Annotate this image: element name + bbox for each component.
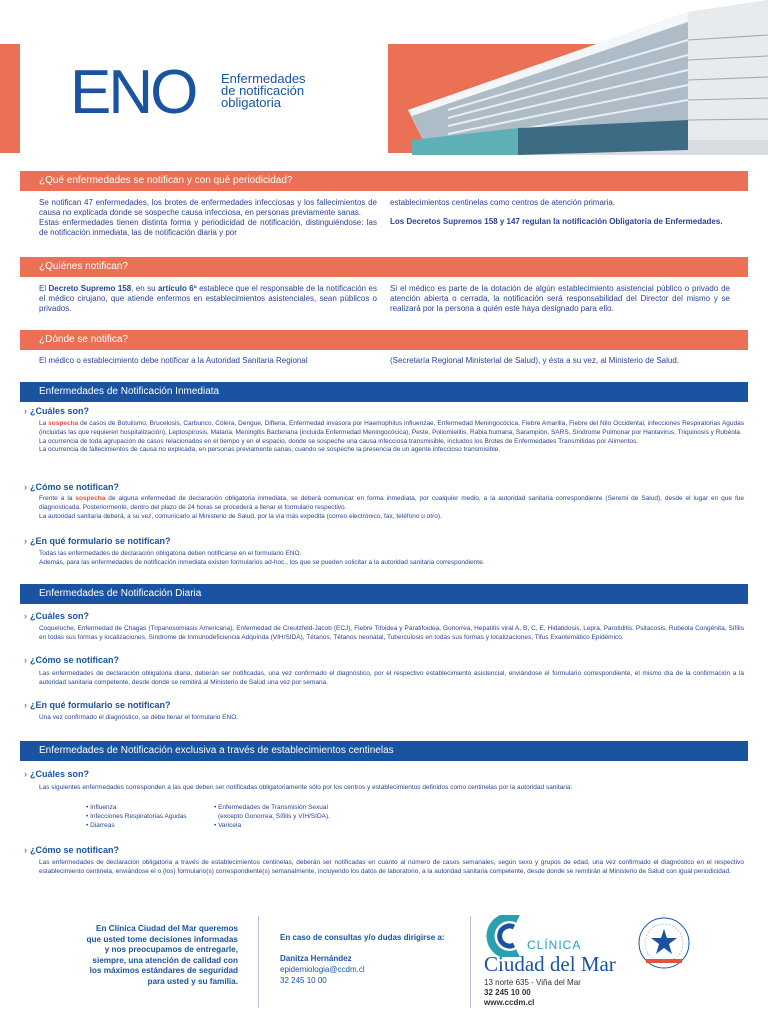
- building-image: [388, 0, 768, 155]
- inm-a2-p2: La autoridad sanitaria deberá, a su vez, comunicarlo al Ministerio de Salud, por la vía más expedita (correo electrónico, fax, teléfono u otro).: [39, 512, 442, 520]
- section-title-centinelas: Enfermedades de Notificación exclusiva a través de establecimientos centinelas: [20, 741, 748, 761]
- inm-a3: [39, 550, 744, 568]
- subtitle-line: Enfermedades: [221, 71, 306, 86]
- section-title-diaria: Enfermedades de Notificación Diaria: [20, 584, 748, 604]
- slogan-line: En Clínica Ciudad del Mar queremos: [96, 924, 238, 933]
- list-item: • Influenza: [86, 804, 117, 811]
- cen-list-left: [86, 804, 216, 830]
- contact-title: En caso de consultas y/o dudas dirigirse a:: [280, 933, 445, 942]
- a-red: sospecha: [48, 420, 79, 427]
- left-orange-strip: [0, 44, 20, 153]
- clinic-phone: 32 245 10 00: [484, 988, 531, 997]
- s2-left-text: [39, 284, 377, 314]
- inm-a2-p1: [39, 495, 744, 513]
- contact-name: Danitza Hernández: [280, 954, 352, 963]
- slogan-line: para usted y su familia.: [147, 976, 238, 986]
- clinic-name: Ciudad del Mar: [484, 952, 616, 976]
- cen-a1: Las siguientes enfermedades corresponden a las que deben ser notificadas obligatoriamente sólo por los centros y establecimientos definidos como centinelas por la autoridad sanitaria:: [39, 784, 573, 791]
- clinic-address: 13 norte 635 - Viña del Mar: [484, 978, 581, 987]
- s3-left-text: El médico o establecimiento debe notificar a la Autoridad Sanitaria Regional: [39, 356, 308, 365]
- inm-a3-p1: Todas las enfermedades de declaración obligatoria deben notificarse en el formulario ENO.: [39, 550, 302, 557]
- inm-q1: › ¿Cuáles son?: [24, 406, 90, 416]
- inm-a1-p2: La ocurrencia de toda agrupación de casos relacionados en el tiempo y en el espacio, donde se sospeche una causa infecciosa transmisible, incluidos los Brotes de Enfermedades Transmitidas por Alimentos.: [39, 437, 639, 445]
- dia-q3: › ¿En qué formulario se notifican?: [24, 700, 171, 710]
- cen-q1: › ¿Cuáles son?: [24, 769, 90, 779]
- cen-q2: › ¿Cómo se notifican?: [24, 845, 120, 855]
- slogan-line: los máximos estándares de seguridad: [89, 966, 238, 975]
- q-text: ¿Cuáles son?: [30, 611, 90, 621]
- inm-a2: [39, 495, 744, 521]
- dia-a2: Las enfermedades de declaración obligatoria diaria, deberán ser notificadas, una vez confirmado el diagnóstico, por el respectivo establecimiento asistencial, enviándose el formulario correspondiente, el mismo día de la confirmación a la autoridad sanitaria competente, desde donde se remitirá al Ministerio de Salud una vez por semana.: [39, 670, 744, 686]
- footer-slogan: [70, 924, 238, 987]
- s2-text: , en su: [131, 284, 158, 293]
- dia-q2: › ¿Cómo se notifican?: [24, 655, 120, 665]
- s1-left-p2: Estas enfermedades tienen distinta forma y periodicidad de notificación, distinguiéndose: las de notificación inmediata, las de notificación diaria y por: [39, 218, 377, 237]
- q-text: ¿En qué formulario se notifican?: [30, 700, 171, 710]
- s2-bold: Decreto Supremo 158: [48, 284, 132, 293]
- s1-left-text: [39, 198, 377, 238]
- clinic-info: [484, 978, 581, 1008]
- footer-contact: [280, 932, 445, 986]
- clinic-word: CLÍNICA: [527, 938, 582, 952]
- footer-divider: [470, 916, 471, 1008]
- list-item: (excepto Gonorrea, Sífilis y VIH/SIDA).: [218, 812, 330, 820]
- s2-right-text: Si el médico es parte de la dotación de algún establecimiento asistencial público o privado de atención abierta o cerrada, la notificación será responsabilidad del Director del mismo y se realizará por la persona a quién este haya designado para ello.: [390, 284, 730, 313]
- contact-email[interactable]: epidemiologia@ccdm.cl: [280, 965, 365, 974]
- eno-logo: ENO: [70, 58, 196, 127]
- clinic-web[interactable]: www.ccdm.cl: [484, 998, 535, 1007]
- inm-q2: › ¿Cómo se notifican?: [24, 482, 120, 492]
- q-text: ¿Cuáles son?: [30, 769, 90, 779]
- q-text: ¿Cómo se notifican?: [30, 482, 120, 492]
- list-item: • Varicela: [214, 821, 242, 829]
- contact-phone: 32 245 10 00: [280, 976, 327, 985]
- inm-q3: › ¿En qué formulario se notifican?: [24, 536, 171, 546]
- clinic-logo-icon: [484, 915, 524, 957]
- s1-right-p2: Los Decretos Supremos 158 y 147 regulan la notificación Obligatoria de Enfermedades.: [390, 217, 723, 226]
- list-item: • Enfermedades de Transmisión Sexual: [214, 804, 328, 811]
- s1-right-p1: establecimientos centinelas como centros de atención primaria.: [390, 198, 616, 207]
- q-text: ¿Cómo se notifican?: [30, 845, 120, 855]
- a-text: Frente a la: [39, 495, 76, 502]
- inm-a3-p2: Además, para las enfermedades de notificación inmediata existen formularios ad-hoc., los que se pueden solicitar a la autoridad sanitaria correspondiente.: [39, 558, 485, 566]
- q-text: ¿Cómo se notifican?: [30, 655, 120, 665]
- inm-a1-p3: La ocurrencia de fallecimientos de causa no explicada, en personas previamente sanas, cuando se sospeche la presencia de un agente infeccioso transmisible.: [39, 446, 501, 454]
- subtitle-line: obligatoria: [221, 95, 281, 110]
- dia-a1: Coqueluche, Enfermedad de Chagas (Tripanosomiasis Americana), Enfermedad de Creutzfeld-Jacob (ECJ), Fiebre Tifoidea y Paratifoidea, Gonorrea, Hepatitis viral A, B, C, E, Hidatidosis, Lepra, Parotiditis, Psitacosis, Rubéola Congénita, Sífilis en todas sus formas y localizaciones, Síndrome de Inmunodeficiencia Adquirida (VIH/SIDA), Tétanos, Tétanos neonatal, Tuberculosis en todas sus formas y localizaciones, Tifus Exantemático Epidémico.: [39, 625, 744, 641]
- section-title-donde: ¿Dónde se notifica?: [20, 330, 748, 350]
- dia-a3: Una vez confirmado el diagnóstico, se debe llenar el formulario ENO.: [39, 714, 239, 721]
- s2-text: El: [39, 284, 49, 293]
- inm-a1: [39, 420, 744, 455]
- section-title-periodicidad: ¿Qué enfermedades se notifican y con qué periodicidad?: [20, 171, 748, 191]
- list-item: • Infecciones Respiratorias Agudas: [86, 812, 187, 820]
- a-text: La: [39, 420, 49, 427]
- subtitle-line: de notificación: [221, 83, 305, 98]
- slogan-line: siempre, una atención de calidad con: [92, 955, 238, 965]
- a-text: de casos de Botulismo, Brucelosis, Carbunco, Cólera, Dengue, Difteria, Enfermedad invasora por Haemophilus influenzae, Enfermedad Meningocócica, Fiebre Amarilla, Fiebre del Nilo Occidental, infecciones Respiratorias Agudas (incluidas las que requieren hospitalización), Leptospirosis, Malaria, Meningitis Bacteriana (incluida Enfermedad Meningocócica), Peste, Poliomielitis, Rabia humana, Sarampión, SARS, Síndrome Pulmonar por Hantavirus, Triquinosis y Rubéola.: [39, 420, 744, 436]
- slogan-line: y nos preocupamos de entregarle,: [104, 945, 238, 954]
- slogan-line: que usted tome decisiones informadas: [86, 934, 238, 944]
- eno-subtitle: [221, 73, 306, 109]
- a-text: de alguna enfermedad de declaración obligatoria inmediata, se deberá comunicar en forma inmediata, por cualquier medio, a la autoridad sanitaria correspondiente (Seremi de Salud), desde el lugar en que fue diagnosticada. Posteriormente, dentro del plazo de 24 horas se procederá a llenar el formulario respectivo.: [39, 495, 744, 511]
- s1-left-p1: Se notifican 47 enfermedades, los brotes de enfermedades infecciosas y los fallecimientos de causa no explicada donde se sospeche causa infecciosa, en personas previamente sanas.: [39, 198, 377, 217]
- s2-text: establece que el responsable de la notificación es el médico cirujano, que atiende enfermos en establecimientos asistenciales, sean públicos o privados.: [39, 284, 377, 313]
- dia-q1: › ¿Cuáles son?: [24, 611, 90, 621]
- s2-bold: artículo 6º: [157, 284, 197, 293]
- accreditation-seal-icon: [636, 915, 692, 971]
- section-title-quienes: ¿Quiénes notifican?: [20, 257, 748, 277]
- cen-list-right: [214, 804, 374, 830]
- footer-divider: [258, 916, 259, 1008]
- list-item: • Diarreas: [86, 821, 115, 829]
- cen-a2: Las enfermedades de declaración obligatoria a través de establecimientos centinelas, deberán ser notificadas en cuanto al número de casos semanales, según sexo y grupos de edad, una vez confirmado el diagnóstico en el respectivo establecimiento centinela, enviándose el o (los) formulario(s) correspondiente(s) semanalmente, incluyendo los datos de laboratorio, a la autoridad sanitaria competente, desde donde se remitirán al Ministerio de Salud con igual periodicidad.: [39, 859, 744, 875]
- q-text: ¿Cuáles son?: [30, 406, 90, 416]
- q-text: ¿En qué formulario se notifican?: [30, 536, 171, 546]
- a-red: sospecha: [75, 495, 106, 502]
- section-title-inmediata: Enfermedades de Notificación Inmediata: [20, 382, 748, 402]
- s1-right-text: [390, 198, 730, 227]
- inm-a1-p1: [39, 420, 744, 438]
- s3-right-text: (Secretaría Regional Ministerial de Salud), y ésta a su vez, al Ministerio de Salud.: [390, 356, 680, 365]
